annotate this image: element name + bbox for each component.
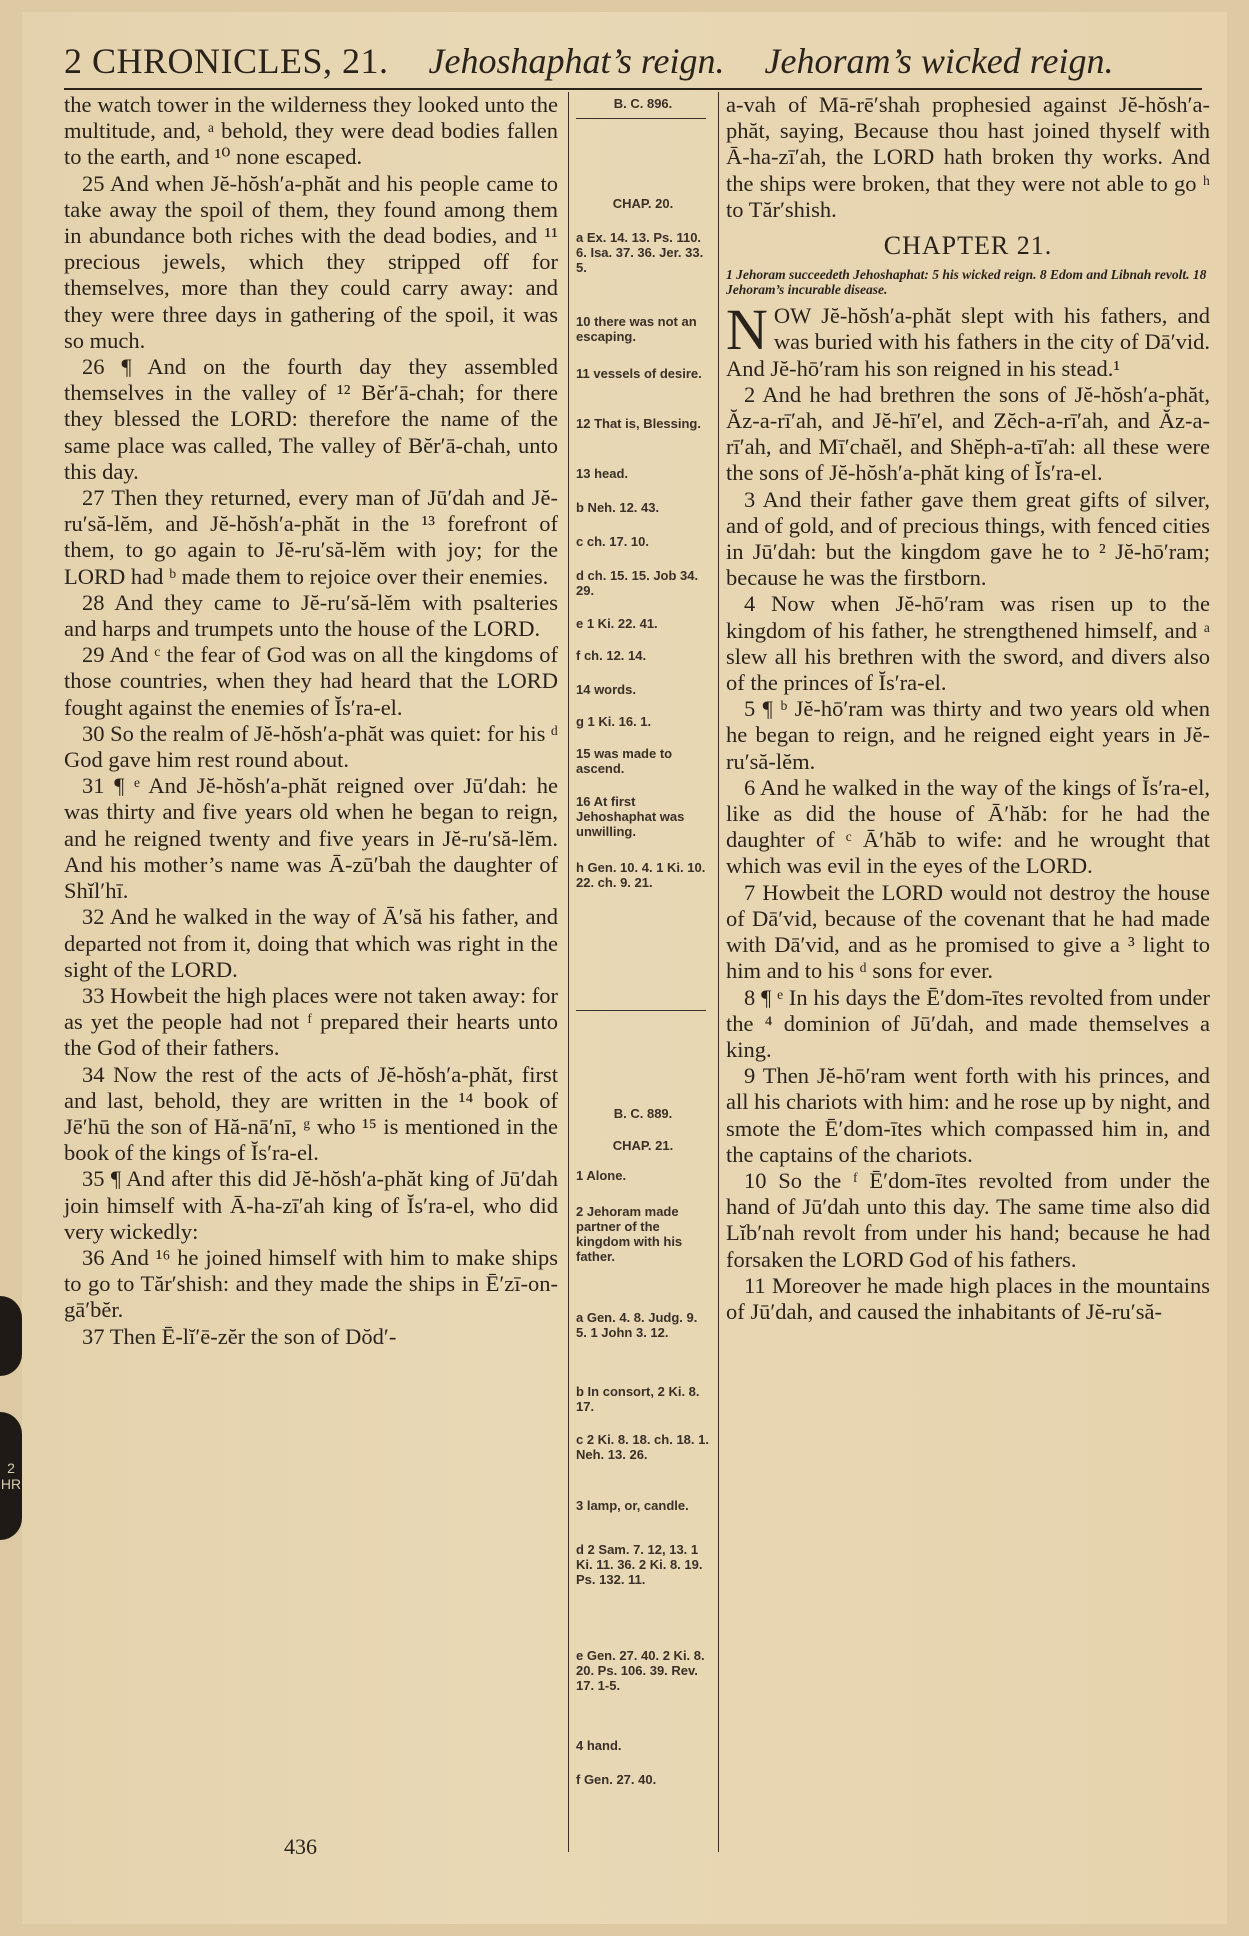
thumb-index-tab-upper[interactable] xyxy=(0,1296,22,1376)
thumb-tab-label: 2 HR xyxy=(0,1460,22,1492)
verse-fragment: the watch tower in the wilderness they looked unto the multitude, and, ᵃ behold, they were dead bodies fallen to the earth, and ¹⁰ none escaped. xyxy=(64,92,558,170)
headline-left: Jehoshaphat’s reign. xyxy=(428,41,725,81)
verse: 26 ¶ And on the fourth day they assembled themselves in the valley of ¹² Bĕr′ā-chah; for there they blessed the LORD: therefore the name of the same place was called, The valley of Bĕr′ā-chah, unto this day. xyxy=(64,354,558,484)
reference-note: 1 Alone. xyxy=(576,1168,627,1183)
reference-note: g 1 Ki. 16. 1. xyxy=(576,714,652,729)
chapter-heading: CHAPTER 21. xyxy=(883,231,1053,261)
verse: 2 And he had brethren the sons of Jĕ-hŏsh′a-phăt, Ăz-a-rī′ah, and Jĕ-hī′el, and Zĕch-a-rī′ah, and Ăz-a-rī′ah, and Mī′chaĕl, and Shĕph-a-tī′ah: all these were the sons of Jĕ-hŏsh′a-phăt king of Ĭs′ra-el. xyxy=(726,381,1210,486)
reference-note: 10 there was not an escaping. xyxy=(576,314,697,344)
verse: 31 ¶ ᵉ And Jĕ-hŏsh′a-phăt reigned over Jū′dah: he was thirty and five years old when he began to reign, and he reigned twenty and five years in Jĕ-ru′să-lĕm. And his mother’s name was Ā-zū′bah the daughter of Shĭl′hī. xyxy=(64,773,558,904)
chapter-summary: 1 Jehoram succeedeth Jehoshaphat: 5 his wicked reign. 8 Edom and Libnah revolt. 18 Jehoram’s incurable disease. xyxy=(726,267,1207,298)
reference-note: b In consort, 2 Ki. 8. 17. xyxy=(576,1384,700,1414)
chapter-note: CHAP. 20. xyxy=(612,196,674,211)
running-header xyxy=(64,40,1202,88)
reference-note: 3 lamp, or, candle. xyxy=(576,1498,689,1513)
verse: 4 Now when Jĕ-hō′ram was risen up to the kingdom of his father, he strengthened himself, and ᵃ slew all his brethren with the sword, and divers also of the princes of Ĭs′ra-el. xyxy=(726,591,1210,696)
verse: 8 ¶ ᵉ In his days the Ē′dom-ītes revolted from under the ⁴ dominion of Jū′dah, and made themselves a king. xyxy=(726,984,1210,1062)
column-divider-left xyxy=(568,92,569,1852)
reference-note: c 2 Ki. 8. 18. ch. 18. 1. Neh. 13. 26. xyxy=(576,1432,709,1462)
verse: 27 Then they returned, every man of Jū′dah and Jĕ-ru′să-lĕm, and Jĕ-hŏsh′a-phăt in the ¹³ forefront of them, to go again to Jĕ-ru′să-lĕm with joy; for the LORD had ᵇ made them to rejoice over their enemies. xyxy=(64,485,558,589)
header-rule xyxy=(64,88,1202,90)
verse: 6 And he walked in the way of the kings of Ĭs′ra-el, like as did the house of Ā′hăb: for he had the daughter of ᶜ Ā′hăb to wife: and he wrought that which was evil in the eyes of the LORD. xyxy=(726,774,1210,879)
reference-note: 13 head. xyxy=(576,466,629,481)
verse: 33 Howbeit the high places were not taken away: for as yet the people had not ᶠ prepared their hearts unto the God of their fathers. xyxy=(64,982,558,1061)
verse: 10 So the ᶠ Ē′dom-ītes revolted from under the hand of Jū′dah unto this day. The same time also did Lĭb′nah revolt from under his hand; because he had forsaken the LORD God of his fathers. xyxy=(726,1167,1210,1272)
reference-note: a Gen. 4. 8. Judg. 9. 5. 1 John 3. 12. xyxy=(576,1310,698,1340)
date-note: B. C. 889. xyxy=(613,1106,673,1121)
reference-note: 4 hand. xyxy=(576,1738,622,1753)
right-column xyxy=(726,92,1210,1325)
verse: 28 And they came to Jĕ-ru′să-lĕm with psalteries and harps and trumpets unto the house of the LORD. xyxy=(64,589,558,642)
page-number: 436 xyxy=(284,1834,317,1859)
left-column xyxy=(64,92,558,1350)
reference-note: f Gen. 27. 40. xyxy=(576,1772,657,1787)
center-reference-column xyxy=(570,92,716,1832)
verse: 36 And ¹⁶ he joined himself with him to make ships to go to Tăr′shish: and they made the ships in Ē′zī-on-gā′bĕr. xyxy=(64,1244,558,1323)
reference-note: e 1 Ki. 22. 41. xyxy=(576,616,658,631)
verse xyxy=(726,297,1210,382)
verse: 3 And their father gave them great gifts of silver, and of gold, and of precious things, with fenced cities in Jū′dah: but the kingdom gave he to ² Jĕ-hō′ram; because he was the firstborn. xyxy=(726,486,1210,591)
note-rule xyxy=(576,1010,706,1011)
reference-note: 16 At first Jehoshaphat was unwilling. xyxy=(576,794,685,839)
note-rule xyxy=(576,118,706,119)
verse: 11 Moreover he made high places in the mountains of Jū′dah, and caused the inhabitants of Jĕ-ru′să- xyxy=(726,1272,1210,1324)
reference-note: h Gen. 10. 4. 1 Ki. 10. 22. ch. 9. 21. xyxy=(576,860,706,890)
chapter-note: CHAP. 21. xyxy=(612,1138,674,1153)
verse: 30 So the realm of Jĕ-hŏsh′a-phăt was quiet: for his ᵈ God gave him rest round about. xyxy=(64,720,558,773)
reference-note: f ch. 12. 14. xyxy=(576,648,647,663)
reference-note: 12 That is, Blessing. xyxy=(576,416,701,431)
reference-note: 11 vessels of desire. xyxy=(576,366,702,381)
reference-note: 14 words. xyxy=(576,682,636,697)
verse: 5 ¶ ᵇ Jĕ-hō′ram was thirty and two years old when he began to reign, and he reigned eight years in Jĕ-ru′să-lĕm. xyxy=(726,696,1210,774)
verse-fragment: a-vah of Mā-rē′shah prophesied against Jĕ-hŏsh′a-phăt, saying, Because thou hast joined thyself with Ā-ha-zī′ah, the LORD hath broken thy works. And the ships were broken, that they were not able to go ʰ to Tăr′shish. xyxy=(726,92,1210,222)
reference-note: b Neh. 12. 43. xyxy=(576,500,660,515)
verse: 9 Then Jĕ-hō′ram went forth with his princes, and all his chariots with him: and he rose up by night, and smote the Ē′dom-ītes which compassed him in, and the captains of the chariots. xyxy=(726,1063,1210,1167)
reference-note: c ch. 17. 10. xyxy=(576,534,649,549)
verse: 37 Then Ē-lĭ′ē-zĕr the son of Dŏd′- xyxy=(82,1323,397,1349)
reference-note: e Gen. 27. 40. 2 Ki. 8. 20. Ps. 106. 39. Rev. 17. 1-5. xyxy=(576,1648,705,1693)
reference-note: a Ex. 14. 13. Ps. 110. 6. Isa. 37. 36. Jer. 33. 5. xyxy=(576,230,704,275)
reference-note: d 2 Sam. 7. 12, 13. 1 Ki. 11. 36. 2 Ki. 8. 19. Ps. 132. 11. xyxy=(576,1542,703,1587)
reference-note: 15 was made to ascend. xyxy=(576,746,673,776)
book-chapter-title: 2 CHRONICLES, 21. xyxy=(64,41,389,81)
verse: 29 And ᶜ the fear of God was on all the kingdoms of those countries, when they had heard that the LORD fought against the enemies of Ĭs′ra-el. xyxy=(64,642,558,720)
bible-page xyxy=(22,12,1227,1924)
verse: 32 And he walked in the way of Ā′să his father, and departed not from it, doing that which was right in the sight of the LORD. xyxy=(64,904,558,982)
reference-note: d ch. 15. 15. Job 34. 29. xyxy=(576,568,699,598)
reference-note: 2 Jehoram made partner of the kingdom with his father. xyxy=(576,1204,683,1264)
verse: 35 ¶ And after this did Jĕ-hŏsh′a-phăt king of Jū′dah join himself with Ā-ha-zī′ah king of Ĭs′ra-el, who did very wickedly: xyxy=(64,1166,558,1244)
verse: 34 Now the rest of the acts of Jĕ-hŏsh′a-phăt, first and last, behold, they are written in the ¹⁴ book of Jē′hū the son of Hă-nā′nī, ᵍ who ¹⁵ is mentioned in the book of the kings of Ĭs′ra-el. xyxy=(64,1061,558,1166)
headline-right: Jehoram’s wicked reign. xyxy=(764,41,1114,81)
verse: 25 And when Jĕ-hŏsh′a-phăt and his people came to take away the spoil of them, they found among them in abundance both riches with the dead bodies, and ¹¹ precious jewels, which they stripped off for themselves, more than they could carry away: and they were three days in gathering of the spoil, it was so much. xyxy=(64,170,558,353)
column-divider-right xyxy=(718,92,719,1852)
verse: 7 Howbeit the LORD would not destroy the house of Dā′vid, because of the covenant that he had made with Dā′vid, and as he promised to give a ³ light to him and to his ᵈ sons for ever. xyxy=(726,879,1210,984)
date-note: B. C. 896. xyxy=(613,96,673,111)
drop-cap: N xyxy=(726,297,768,363)
verse-text: OW Jĕ-hŏsh′a-phăt slept with his fathers, and was buried with his fathers in the city of Dā′vid. And Jĕ-hō′ram his son reigned in his stead.¹ xyxy=(726,303,1210,381)
